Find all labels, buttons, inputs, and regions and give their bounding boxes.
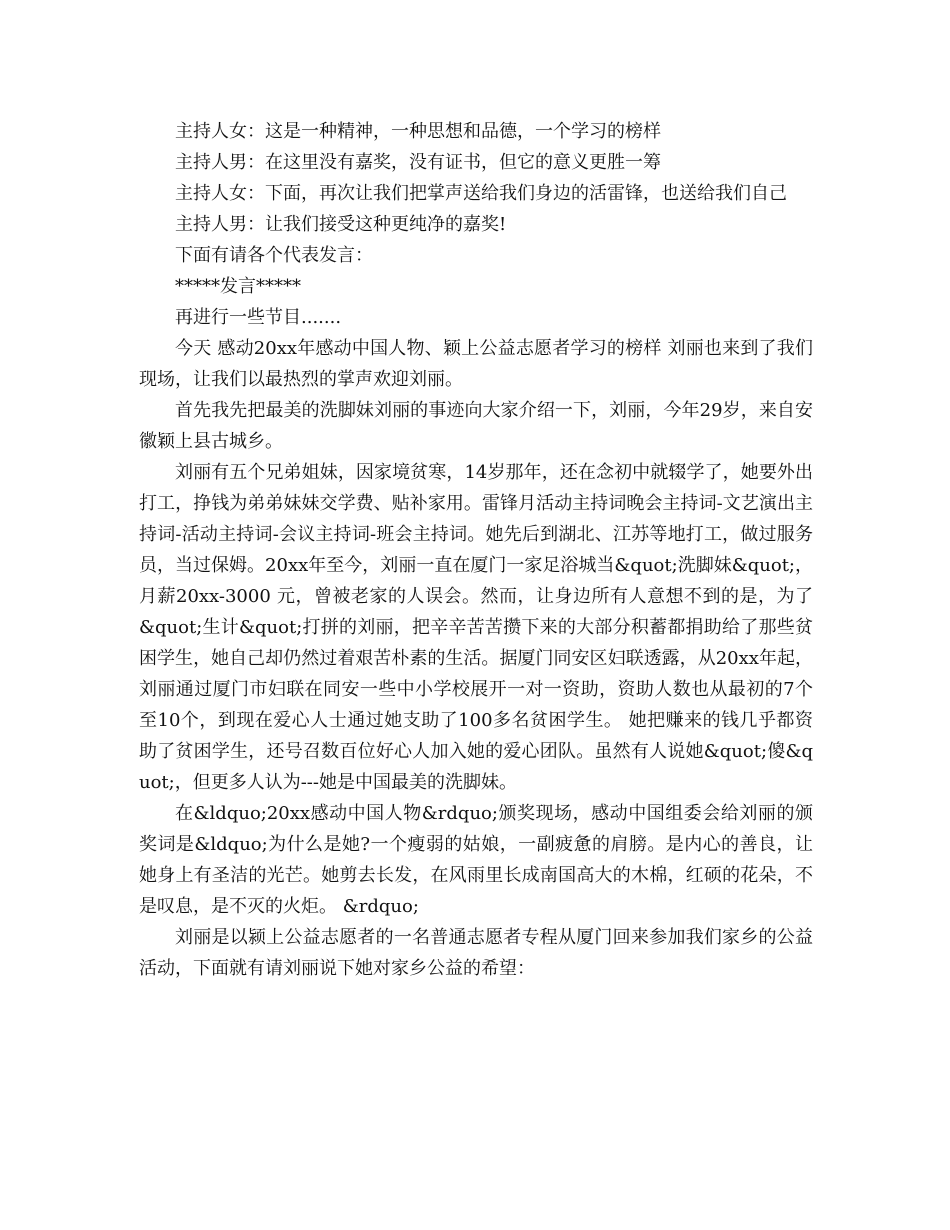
paragraph-invite-speakers: 下面有请各个代表发言： [175,245,373,266]
paragraph-host-male-2: 主持人男：让我们接受这种更纯净的嘉奖! [175,214,507,235]
paragraph-programs: 再进行一些节目....... [175,307,342,328]
document-body [139,116,813,984]
paragraph-host-female-1: 主持人女：这是一种精神，一种思想和品德，一个学习的榜样 [175,121,661,142]
paragraph-biography: 刘丽有五个兄弟姐妹，因家境贫寒，14岁那年，还在念初中就辍学了，她要外出打工，挣钱为弟弟妹妹交学费、贴补家用。雷锋月活动主持词晚会主持词-文艺演出主持词-活动主持词-会议主持词-班会主持词。她先后到湖北、江苏等地打工，做过服务员，当过保姆。20xx年至今，刘丽一直在厦门一家足浴城当&quot;洗脚妹&quot;，月薪20xx-3000 元，曾被老家的人误会。然而，让身边所有人意想不到的是，为了&quot;生计&quot;打拼的刘丽，把辛辛苦苦攒下来的大部分积蓄都捐助给了那些贫困学生，她自己却仍然过着艰苦朴素的生活。据厦门同安区妇联透露，从20xx年起，刘丽通过厦门市妇联在同安一些中小学校展开一对一资助，资助人数也从最初的7个至10个，到现在爱心人士通过她支助了100多名贫困学生。 她把赚来的钱几乎都资助了贫困学生，还号召数百位好心人加入她的爱心团队。虽然有人说她&quot;傻&quot;，但更多人认为---她是中国最美的洗脚妹。 [139,462,813,793]
paragraph-closing-invite: 刘丽是以颍上公益志愿者的一名普通志愿者专程从厦门回来参加我们家乡的公益活动，下面就有请刘丽说下她对家乡公益的希望： [139,927,813,979]
paragraph-host-male-1: 主持人男：在这里没有嘉奖，没有证书，但它的意义更胜一筹 [175,152,661,173]
paragraph-speech-marker: *****发言***** [175,276,301,297]
paragraph-award-citation: 在&ldquo;20xx感动中国人物&rdquo;颁奖现场，感动中国组委会给刘丽的颁奖词是&ldquo;为什么是她?一个瘦弱的姑娘，一副疲惫的肩膀。是内心的善良，让她身上有圣洁的光芒。她剪去长发，在风雨里长成南国高大的木棉，红硕的花朵，不是叹息，是不灭的火炬。 &rdquo; [139,803,813,917]
paragraph-host-female-2: 主持人女：下面，再次让我们把掌声送给我们身边的活雷锋，也送给我们自己 [175,183,787,204]
paragraph-introduction: 首先我先把最美的洗脚妹刘丽的事迹向大家介绍一下，刘丽，今年29岁，来自安徽颖上县古城乡。 [139,400,813,452]
paragraph-welcome-liuli: 今天 感动20xx年感动中国人物、颖上公益志愿者学习的榜样 刘丽也来到了我们现场，让我们以最热烈的掌声欢迎刘丽。 [139,338,813,390]
